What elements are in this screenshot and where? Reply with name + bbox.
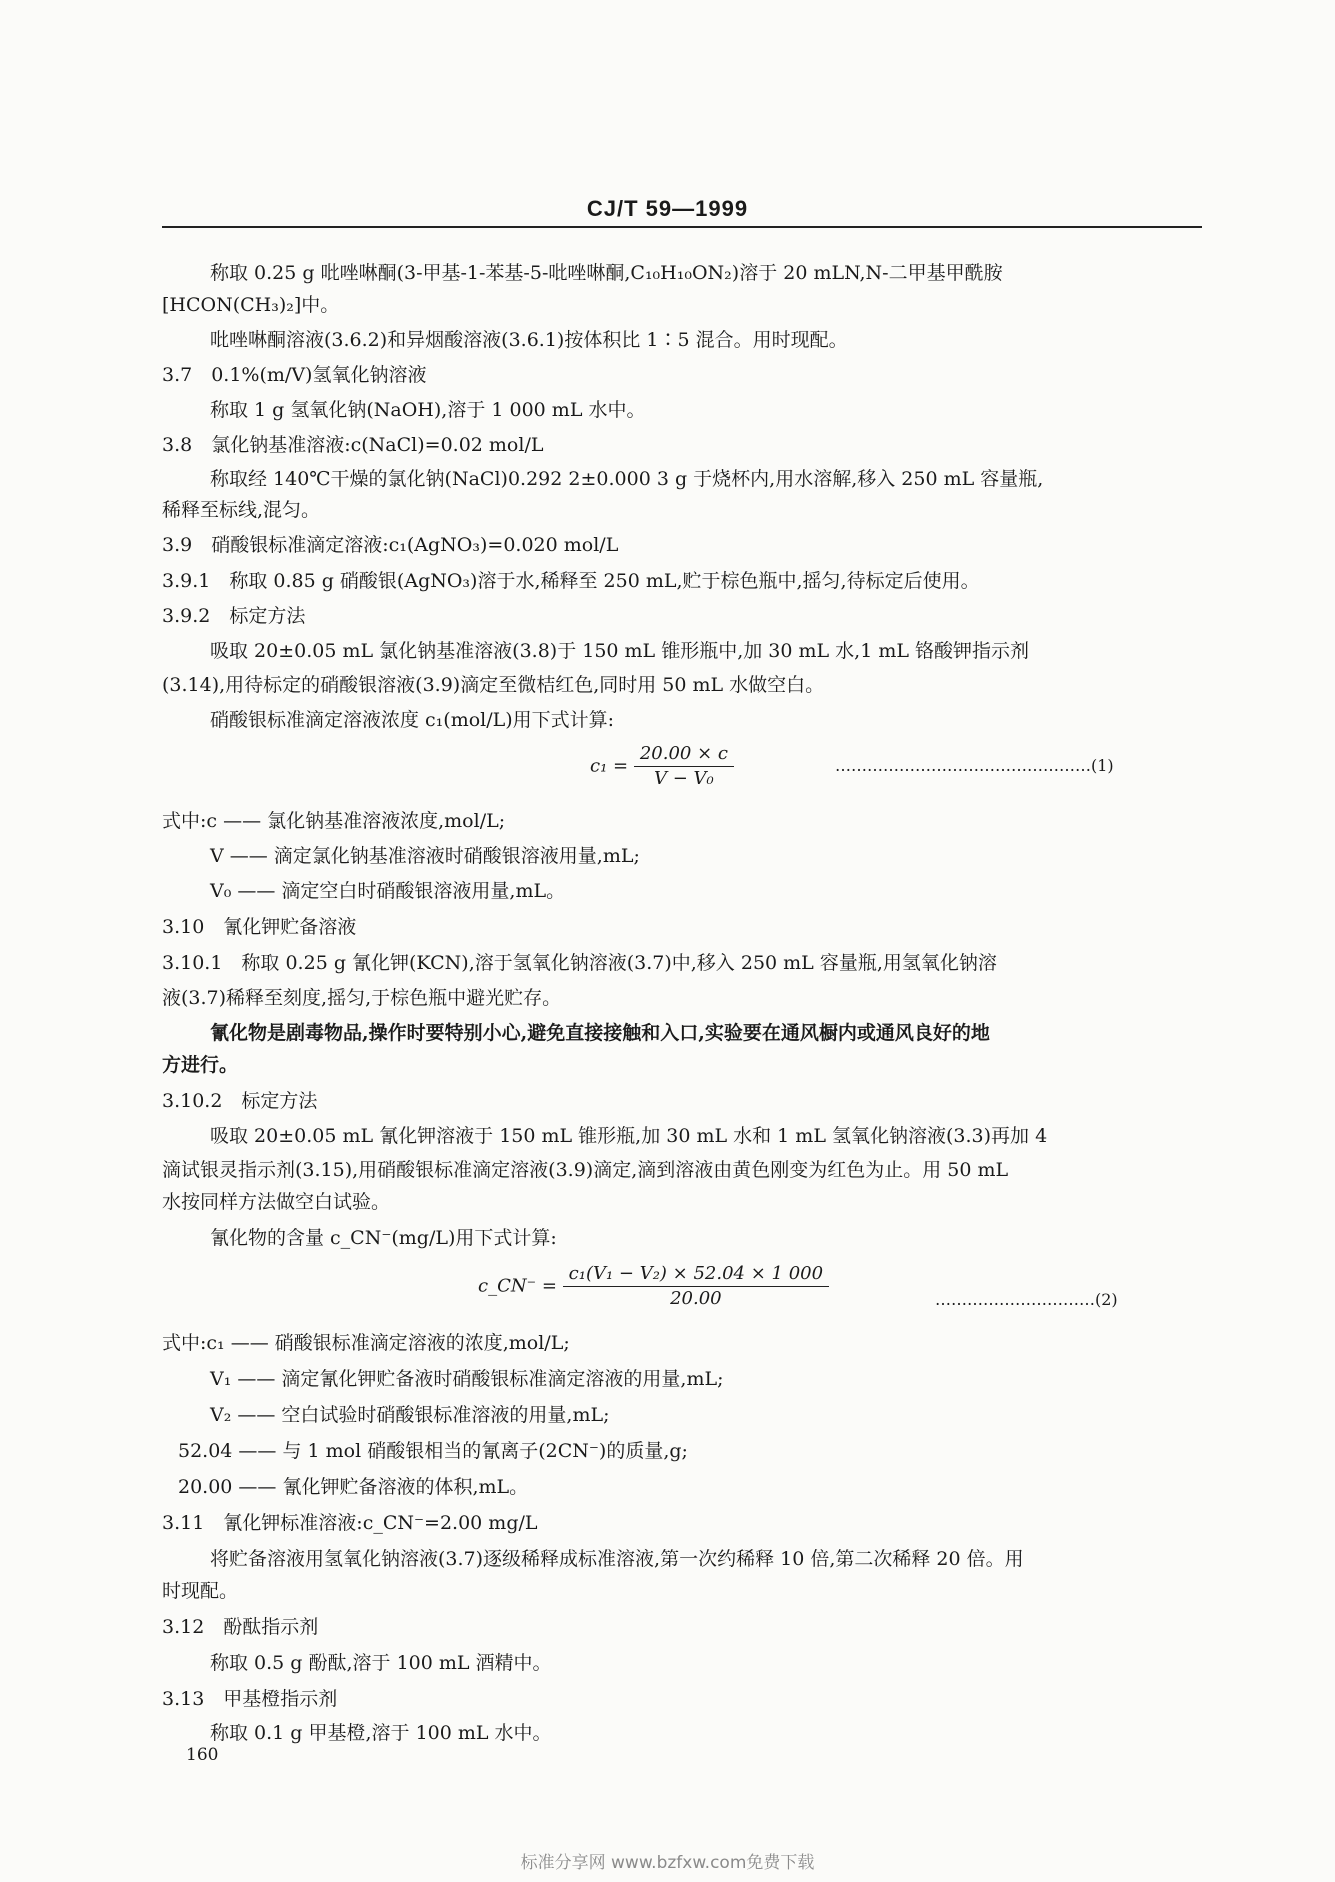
where-line: 20.00 —— 氰化钾贮备溶液的体积,mL。 — [178, 1476, 529, 1498]
formula-2-lhs: c_CN⁻ = — [478, 1275, 557, 1297]
text-line: 吡唑啉酮溶液(3.6.2)和异烟酸溶液(3.6.1)按体积比 1∶5 混合。用时现配。 — [210, 329, 848, 351]
text-line: 称取经 140℃干燥的氯化钠(NaCl)0.292 2±0.000 3 g 于烧杯内,用水溶解,移入 250 mL 容量瓶, — [210, 468, 1044, 490]
page-number: 160 — [186, 1745, 219, 1765]
where-line: 式中:c₁ —— 硝酸银标准滴定溶液的浓度,mol/L; — [162, 1332, 570, 1354]
text-line: 称取 0.5 g 酚酞,溶于 100 mL 酒精中。 — [210, 1652, 552, 1674]
standard-code-header: CJ/T 59—1999 — [586, 196, 749, 221]
formula-1-fraction — [634, 742, 734, 791]
where-line: 52.04 —— 与 1 mol 硝酸银相当的氰离子(2CN⁻)的质量,g; — [178, 1440, 688, 1462]
where-line: V —— 滴定氯化钠基准溶液时硝酸银溶液用量,mL; — [210, 845, 640, 867]
text-line: 称取 0.1 g 甲基橙,溶于 100 mL 水中。 — [210, 1722, 552, 1744]
text-line: 氰化物的含量 c_CN⁻(mg/L)用下式计算: — [210, 1227, 557, 1249]
formula-1-denominator: V − V₀ — [654, 768, 714, 789]
where-line: 式中:c —— 氯化钠基准溶液浓度,mol/L; — [162, 810, 506, 832]
section-heading: 3.8 氯化钠基准溶液:c(NaCl)=0.02 mol/L — [162, 434, 544, 456]
section-heading: 3.10.2 标定方法 — [162, 1090, 318, 1112]
text-line: 将贮备溶液用氢氧化钠溶液(3.7)逐级稀释成标准溶液,第一次约稀释 10 倍,第二次稀释 20 倍。用 — [210, 1548, 1024, 1570]
section-heading: 3.10 氰化钾贮备溶液 — [162, 916, 357, 938]
section-heading: 3.9.1 称取 0.85 g 硝酸银(AgNO₃)溶于水,稀释至 250 mL,贮于棕色瓶中,摇匀,待标定后使用。 — [162, 570, 980, 592]
section-heading: 3.13 甲基橙指示剂 — [162, 1688, 338, 1710]
formula-1-numerator: 20.00 × c — [634, 742, 734, 767]
text-line: (3.14),用待标定的硝酸银溶液(3.9)滴定至微桔红色,同时用 50 mL 水做空白。 — [162, 674, 825, 696]
formula-2 — [478, 1262, 829, 1311]
section-heading: 3.12 酚酞指示剂 — [162, 1616, 319, 1638]
text-line: 称取 0.25 g 吡唑啉酮(3-甲基-1-苯基-5-吡唑啉酮,C₁₀H₁₀ON₂)溶于 20 mLN,N-二甲基甲酰胺 — [210, 262, 1003, 284]
text-line: 时现配。 — [162, 1580, 239, 1602]
text-line: 稀释至标线,混匀。 — [162, 499, 321, 521]
section-heading: 3.9.2 标定方法 — [162, 605, 306, 627]
equation-number-2: …………………………(2) — [935, 1290, 1118, 1309]
where-line: V₂ —— 空白试验时硝酸银标准溶液的用量,mL; — [210, 1404, 610, 1426]
equation-number-1: …………………………………………(1) — [835, 756, 1114, 775]
text-line: 硝酸银标准滴定溶液浓度 c₁(mol/L)用下式计算: — [210, 709, 615, 731]
where-line: V₁ —— 滴定氰化钾贮备液时硝酸银标准滴定溶液的用量,mL; — [210, 1368, 724, 1390]
warning-text: 氰化物是剧毒物品,操作时要特别小心,避免直接接触和入口,实验要在通风橱内或通风良好的地 — [210, 1022, 990, 1044]
formula-2-numerator: c₁(V₁ − V₂) × 52.04 × 1 000 — [563, 1262, 829, 1287]
formula-2-fraction — [563, 1262, 829, 1311]
section-heading: 3.7 0.1%(m/V)氢氧化钠溶液 — [162, 364, 427, 386]
text-line: 水按同样方法做空白试验。 — [162, 1191, 391, 1213]
warning-text: 方进行。 — [162, 1054, 239, 1076]
where-line: V₀ —— 滴定空白时硝酸银溶液用量,mL。 — [210, 880, 566, 902]
section-heading: 3.9 硝酸银标准滴定溶液:c₁(AgNO₃)=0.020 mol/L — [162, 534, 619, 556]
footer-watermark: 标准分享网 www.bzfxw.com免费下载 — [520, 1853, 815, 1873]
section-heading: 3.10.1 称取 0.25 g 氰化钾(KCN),溶于氢氧化钠溶液(3.7)中,移入 250 mL 容量瓶,用氢氧化钠溶 — [162, 952, 997, 974]
header-rule — [162, 226, 1202, 228]
text-line: 吸取 20±0.05 mL 氯化钠基准溶液(3.8)于 150 mL 锥形瓶中,加 30 mL 水,1 mL 铬酸钾指示剂 — [210, 640, 1030, 662]
text-line: [HCON(CH₃)₂]中。 — [162, 294, 340, 316]
text-line: 称取 1 g 氢氧化钠(NaOH),溶于 1 000 mL 水中。 — [210, 399, 646, 421]
formula-2-denominator: 20.00 — [670, 1288, 722, 1309]
formula-1-lhs: c₁ = — [590, 755, 629, 777]
section-heading: 3.11 氰化钾标准溶液:c_CN⁻=2.00 mg/L — [162, 1512, 538, 1534]
text-line: 吸取 20±0.05 mL 氰化钾溶液于 150 mL 锥形瓶,加 30 mL 水和 1 mL 氢氧化钠溶液(3.3)再加 4 — [210, 1125, 1048, 1147]
text-line: 液(3.7)稀释至刻度,摇匀,于棕色瓶中避光贮存。 — [162, 987, 562, 1009]
formula-1 — [590, 742, 734, 791]
text-line: 滴试银灵指示剂(3.15),用硝酸银标准滴定溶液(3.9)滴定,滴到溶液由黄色刚变为红色为止。用 50 mL — [162, 1159, 1009, 1181]
